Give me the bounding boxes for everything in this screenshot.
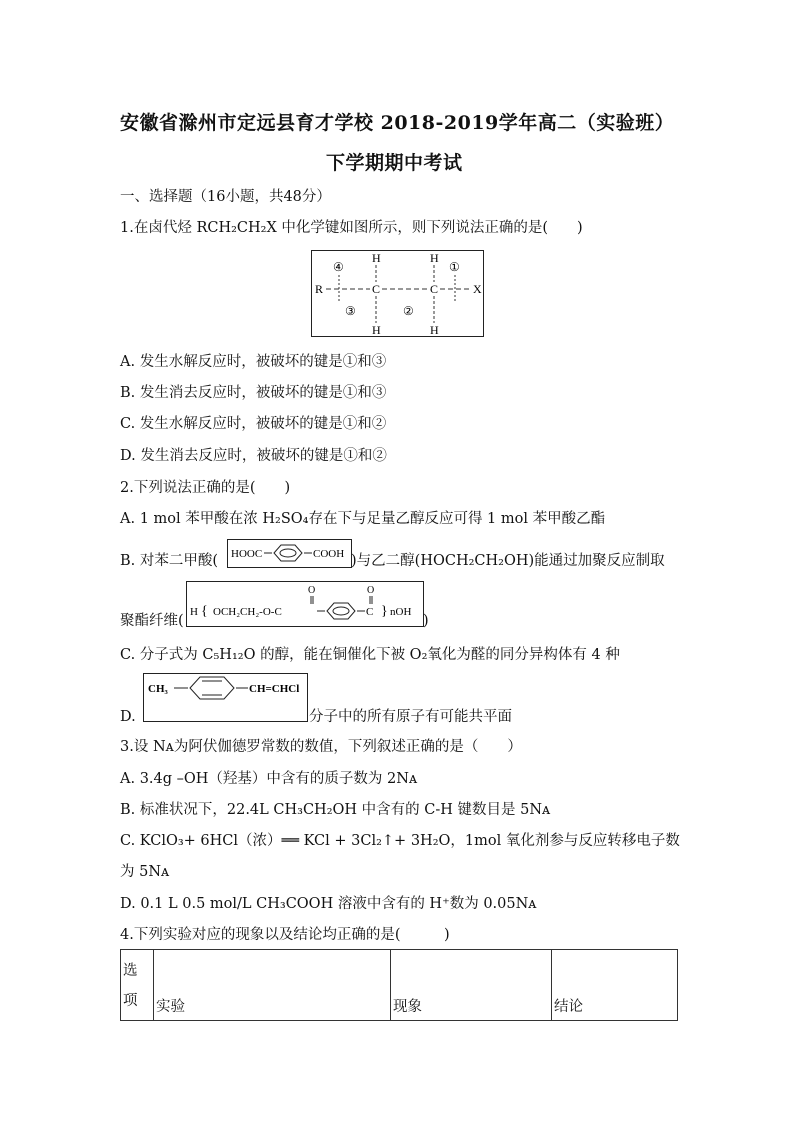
atom-h-top-2: H: [430, 251, 439, 265]
title-line-2: 下学期期中考试: [326, 152, 463, 174]
q2-option-b-line2-suffix: ): [423, 613, 429, 629]
header-phenomenon: 现象: [391, 950, 552, 1021]
q2-option-b-line2-prefix: 聚酯纤维(: [120, 613, 184, 629]
atom-c-1: C: [372, 282, 381, 296]
polyester-svg: [187, 582, 423, 626]
atom-x: X: [473, 282, 482, 296]
section-heading: 一、选择题（16小题，共48分）: [120, 189, 331, 205]
header-option-bottom: 项: [123, 993, 138, 1009]
title-line-1: 安徽省滁州市定远县育才学校 2018-2019学年高二（实验班）: [120, 112, 675, 134]
bond-diagram-svg: [312, 251, 483, 336]
styrene-derivative-structure: [143, 673, 308, 722]
polyester-structure: [186, 581, 424, 627]
carbonyl-o-left: O: [308, 585, 316, 596]
acid-right-group: COOH: [313, 548, 345, 560]
q2-option-d-suffix: 分子中的所有原子有可能共平面: [309, 709, 512, 725]
acid-left-group: HOOC: [231, 548, 263, 560]
q3-option-d: D. 0.1 L 0.5 mol/L CH₃COOH 溶液中含有的 H⁺数为 0.05Nᴀ: [120, 896, 537, 912]
q2-option-b-prefix: B. 对苯二甲酸(: [120, 553, 219, 569]
q2-option-b-suffix: )与乙二醇(HOCH₂CH₂OH)能通过加聚反应制取: [351, 553, 665, 569]
bond-label-4: ④: [333, 260, 344, 274]
carbonyl-c-right: C: [366, 606, 374, 618]
q3-stem: 3.设 Nᴀ为阿伏伽德罗常数的数值，下列叙述正确的是（ ）: [120, 739, 522, 755]
q1-option-a: A. 发生水解反应时，被破坏的键是①和③: [120, 354, 387, 370]
q3-option-a: A. 3.4g –OH（羟基）中含有的质子数为 2Nᴀ: [120, 771, 418, 787]
atom-c-2: C: [430, 282, 439, 296]
q1-bond-diagram: [311, 250, 484, 337]
q3-option-c: C. KClO₃+ 6HCl（浓）══ KCl + 3Cl₂↑+ 3H₂O，1mol 氧化剂参与反应转移电子数: [120, 833, 680, 849]
terephthalic-acid-structure: [227, 539, 352, 568]
bond-label-1: ①: [449, 260, 460, 274]
atom-h-bottom-1: H: [372, 323, 381, 336]
q2-option-d-prefix: D.: [120, 709, 136, 725]
q2-option-c: C. 分子式为 C₅H₁₂O 的醇，能在铜催化下被 O₂氧化为醛的同分异构体有 4 种: [120, 647, 620, 663]
polyester-open-bracket: {: [201, 604, 208, 619]
methyl-group: CH₃: [148, 683, 168, 695]
q2-stem: 2.下列说法正确的是( ): [120, 480, 291, 496]
q1-option-b: B. 发生消去反应时，被破坏的键是①和③: [120, 385, 387, 401]
table-header-row: [121, 950, 678, 1021]
header-conclusion: 结论: [552, 950, 678, 1021]
polyester-mid: OCH₂CH₂-O-C: [213, 606, 282, 618]
q1-option-d: D. 发生消去反应时，被破坏的键是①和②: [120, 448, 387, 464]
q2-option-a: A. 1 mol 苯甲酸在浓 H₂SO₄存在下与足量乙醇反应可得 1 mol 苯甲酸乙酯: [120, 511, 606, 527]
carbonyl-o-right: O: [367, 585, 375, 596]
atom-r: R: [315, 282, 324, 296]
q3-option-b: B. 标准状况下，22.4L CH₃CH₂OH 中含有的 C-H 键数目是 5Nᴀ: [120, 802, 551, 818]
bond-label-3: ③: [345, 304, 356, 318]
styrene-svg: [144, 674, 307, 721]
atom-h-bottom-2: H: [430, 323, 439, 336]
header-experiment: 实验: [154, 950, 391, 1021]
q3-option-c-cont: 为 5Nᴀ: [120, 864, 170, 880]
polyester-close-bracket: }: [381, 604, 388, 619]
header-option-top: 选: [123, 963, 138, 979]
atom-h-top-1: H: [372, 251, 381, 265]
bond-label-2: ②: [403, 304, 414, 318]
terephthalic-acid-svg: [228, 540, 351, 567]
vinyl-chloride-group: CH=CHCl: [249, 683, 300, 695]
q1-option-c: C. 发生水解反应时，被破坏的键是①和②: [120, 416, 387, 432]
q1-stem: 1.在卤代烃 RCH₂CH₂X 中化学键如图所示，则下列说法正确的是( ): [120, 220, 583, 236]
header-option: [121, 950, 154, 1021]
polyester-start: H: [190, 606, 198, 618]
q4-table: [120, 949, 678, 1021]
polyester-end: nOH: [390, 606, 412, 618]
q4-stem: 4.下列实验对应的现象以及结论均正确的是( ): [120, 927, 450, 943]
